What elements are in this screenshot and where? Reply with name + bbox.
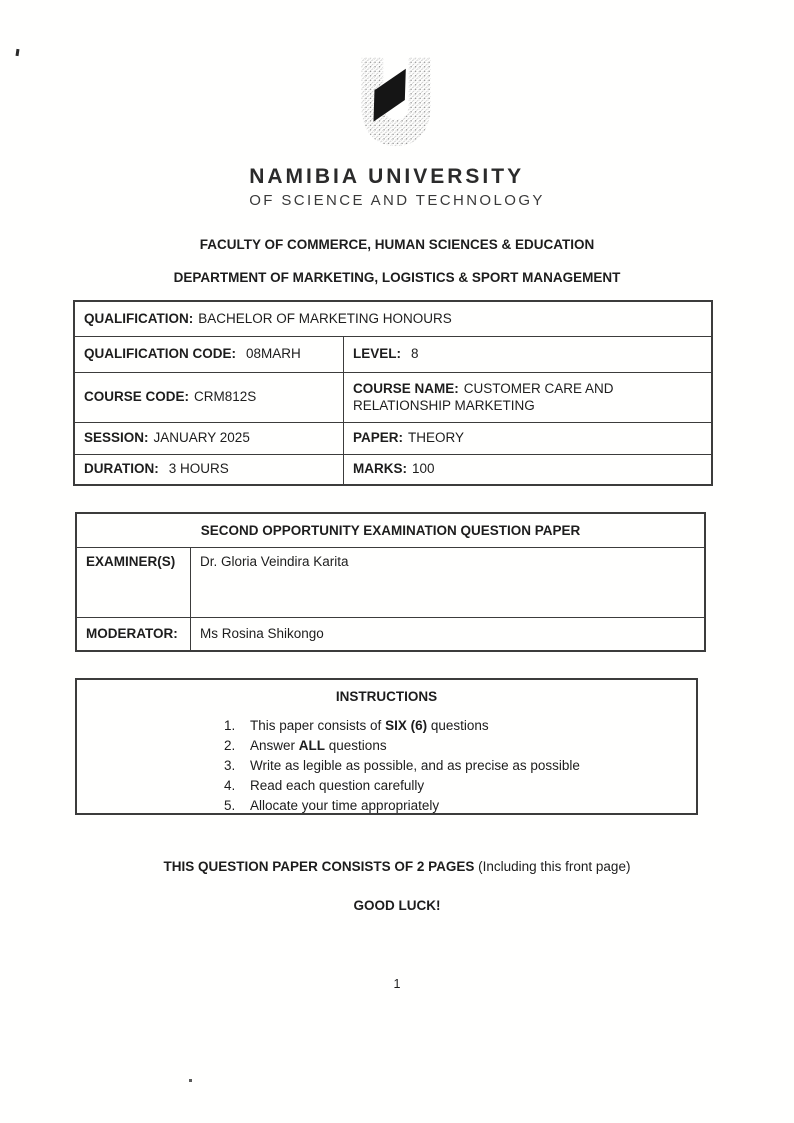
table-row	[75, 454, 711, 484]
marks-cell	[343, 455, 711, 484]
instructions-list	[77, 713, 696, 813]
table-row	[75, 336, 711, 372]
duration-cell	[75, 455, 343, 484]
course-details-table	[73, 300, 713, 486]
examiner-name: Dr. Gloria Veindira Karita	[200, 554, 349, 569]
marks-label: MARKS:	[353, 461, 407, 477]
moderator-label-cell	[77, 618, 190, 650]
table-row	[77, 547, 704, 617]
paper-label: PAPER:	[353, 430, 404, 446]
examiner-value-cell	[190, 548, 704, 617]
moderator-name: Ms Rosina Shikongo	[200, 625, 324, 641]
examiner-table	[75, 512, 706, 652]
course-name-cell	[343, 373, 711, 422]
instruction-number: 2.	[224, 738, 236, 753]
instruction-number: 4.	[224, 778, 236, 793]
university-wordmark	[0, 165, 794, 210]
table-row	[77, 680, 696, 713]
qualification-value: BACHELOR OF MARKETING HONOURS	[198, 310, 452, 326]
table-row	[75, 422, 711, 454]
table-row	[77, 617, 704, 650]
course-code-label: COURSE CODE:	[84, 389, 190, 405]
duration-value: 3 HOURS	[168, 461, 229, 477]
qualification-cell	[75, 302, 711, 336]
page-count-line	[0, 859, 794, 874]
level-label: LEVEL:	[353, 346, 402, 362]
nust-shield-logo-icon	[347, 52, 445, 154]
page-count-note: (Including this front page)	[478, 859, 631, 874]
instruction-number: 5.	[224, 798, 236, 813]
table-row	[75, 372, 711, 422]
qualification-code-value: 08MARH	[246, 346, 301, 362]
qualification-label: QUALIFICATION:	[84, 310, 194, 326]
instruction-number: 1.	[224, 718, 236, 733]
examiner-label: EXAMINER(S)	[86, 554, 176, 569]
instruction-item: 4. Read each question carefully	[224, 776, 686, 796]
level-cell	[343, 337, 711, 372]
instructions-table	[75, 678, 698, 815]
session-value: JANUARY 2025	[153, 430, 250, 446]
qualification-code-label: QUALIFICATION CODE:	[84, 346, 236, 362]
session-cell	[75, 423, 343, 454]
university-subtitle: OF SCIENCE AND TECHNOLOGY	[249, 192, 545, 209]
scan-speck	[189, 1079, 192, 1082]
course-code-cell	[75, 373, 343, 422]
examiner-label-cell	[77, 548, 190, 617]
paper-cell	[343, 423, 711, 454]
instructions-title: INSTRUCTIONS	[335, 689, 438, 704]
faculty-heading: FACULTY OF COMMERCE, HUMAN SCIENCES & EDUCATION	[199, 237, 595, 252]
qualification-code-cell	[75, 337, 343, 372]
instruction-item: 2. Answer ALL questions	[224, 736, 686, 756]
department-heading: DEPARTMENT OF MARKETING, LOGISTICS & SPORT MANAGEMENT	[173, 270, 621, 285]
level-value: 8	[411, 346, 419, 362]
paper-value: THEORY	[408, 430, 465, 446]
instruction-number: 3.	[224, 758, 236, 773]
page-count-bold: THIS QUESTION PAPER CONSISTS OF 2 PAGES	[163, 859, 475, 874]
moderator-label: MODERATOR:	[86, 625, 178, 641]
instruction-item: 1. This paper consists of SIX (6) questions	[224, 716, 686, 736]
course-code-value: CRM812S	[194, 389, 257, 405]
duration-label: DURATION:	[84, 461, 159, 477]
course-name-value: CUSTOMER CARE AND RELATIONSHIP MARKETING	[353, 380, 614, 413]
table-row	[75, 302, 711, 336]
table-row	[77, 514, 704, 547]
session-label: SESSION:	[84, 430, 149, 446]
marks-value: 100	[412, 461, 435, 477]
moderator-value-cell	[190, 618, 704, 650]
scan-speck	[16, 49, 20, 56]
instruction-item: 3. Write as legible as possible, and as precise as possible	[224, 756, 686, 776]
exam-paper-title: SECOND OPPORTUNITY EXAMINATION QUESTION PAPER	[200, 523, 581, 538]
good-luck-line: GOOD LUCK!	[353, 898, 441, 913]
page-number: 1	[393, 977, 401, 991]
university-name: NAMIBIA UNIVERSITY	[249, 165, 525, 188]
instruction-item: 5. Allocate your time appropriately	[224, 796, 686, 816]
course-name-label: COURSE NAME:	[353, 380, 459, 396]
